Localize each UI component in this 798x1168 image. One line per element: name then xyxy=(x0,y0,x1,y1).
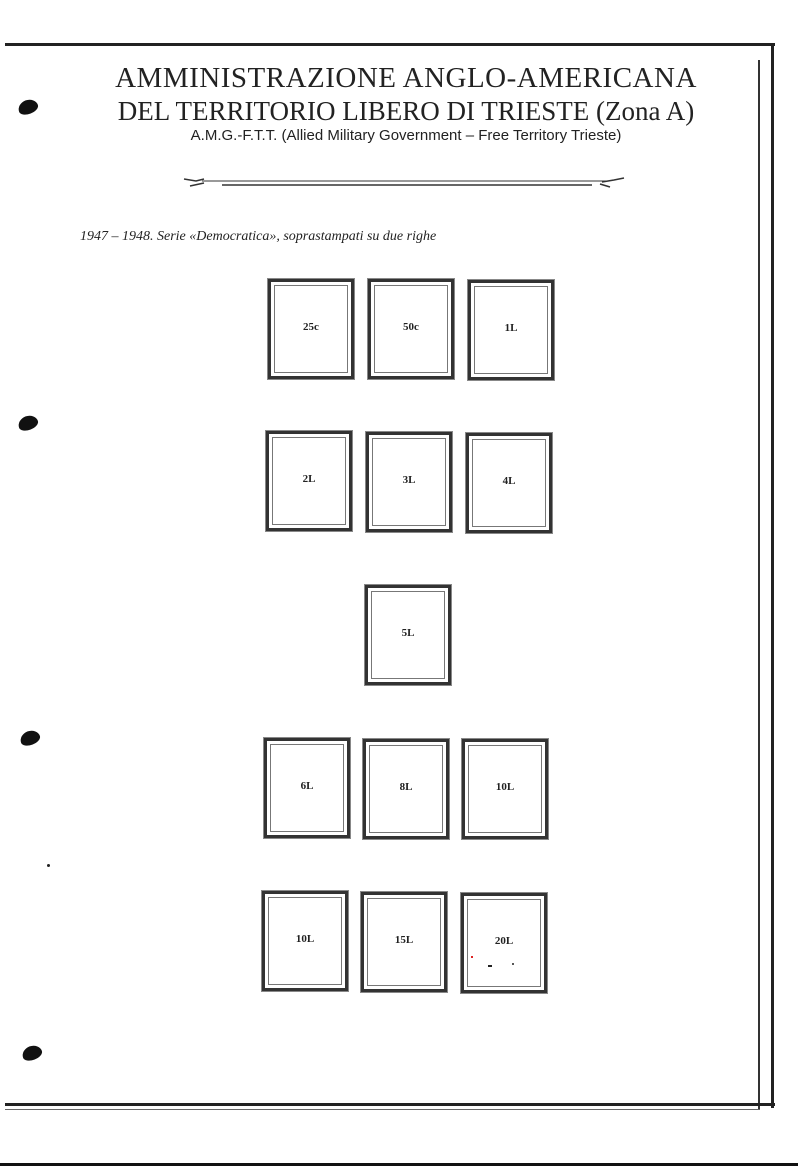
stamp-value: 6L xyxy=(300,780,314,792)
page-title-line1: AMMINISTRAZIONE ANGLO-AMERICANA xyxy=(115,62,697,94)
binder-hole xyxy=(20,1043,44,1063)
stamp-value: 10L xyxy=(295,933,315,945)
stamp-value: 15L xyxy=(394,934,414,946)
stamp-value: 20L xyxy=(494,935,514,947)
stamp-slot[interactable] xyxy=(468,280,554,380)
series-caption: 1947 – 1948. Serie «Democratica», soprastampati su due righe xyxy=(80,229,437,244)
speck xyxy=(47,864,50,867)
stamp-slot[interactable] xyxy=(264,738,350,838)
stamp-value: 3L xyxy=(402,474,416,486)
page-title-line2: DEL TERRITORIO LIBERO DI TRIESTE (Zona A) xyxy=(117,96,695,126)
binder-hole xyxy=(16,413,40,433)
stamp-value: 10L xyxy=(495,781,515,793)
stamp-slot[interactable] xyxy=(365,585,451,685)
stamp-slot[interactable] xyxy=(366,432,452,532)
stamp-value: 50c xyxy=(403,321,419,333)
stamp-slot[interactable] xyxy=(466,433,552,533)
ink-speck xyxy=(488,965,492,967)
stamp-slot[interactable] xyxy=(368,279,454,379)
stamp-value: 8L xyxy=(399,781,413,793)
frame-right-line xyxy=(771,43,774,1108)
stamp-slot[interactable] xyxy=(363,739,449,839)
stamp-slot[interactable] xyxy=(262,891,348,991)
stamp-slot[interactable] xyxy=(462,739,548,839)
stamp-slot[interactable] xyxy=(266,431,352,531)
ink-speck xyxy=(471,956,473,958)
ink-speck xyxy=(512,963,514,965)
stamp-value: 5L xyxy=(401,627,415,639)
frame-top-line xyxy=(5,43,775,46)
stamp-slot[interactable] xyxy=(461,893,547,993)
page-edge xyxy=(0,1163,798,1166)
stamp-value: 4L xyxy=(502,475,516,487)
stamp-slot[interactable] xyxy=(361,892,447,992)
binder-hole xyxy=(18,728,42,748)
stamp-value: 25c xyxy=(303,321,319,333)
frame-inner-bottom-line xyxy=(5,1109,760,1110)
stamp-slot[interactable] xyxy=(268,279,354,379)
stamp-value: 1L xyxy=(504,322,518,334)
page-subtitle: A.M.G.-F.T.T. (Allied Military Government – Free Territory Trieste) xyxy=(190,127,622,144)
frame-bottom-line xyxy=(5,1103,775,1106)
stamp-value: 2L xyxy=(302,473,316,485)
ornamental-divider xyxy=(182,170,627,194)
frame-inner-right-line xyxy=(758,60,760,1110)
